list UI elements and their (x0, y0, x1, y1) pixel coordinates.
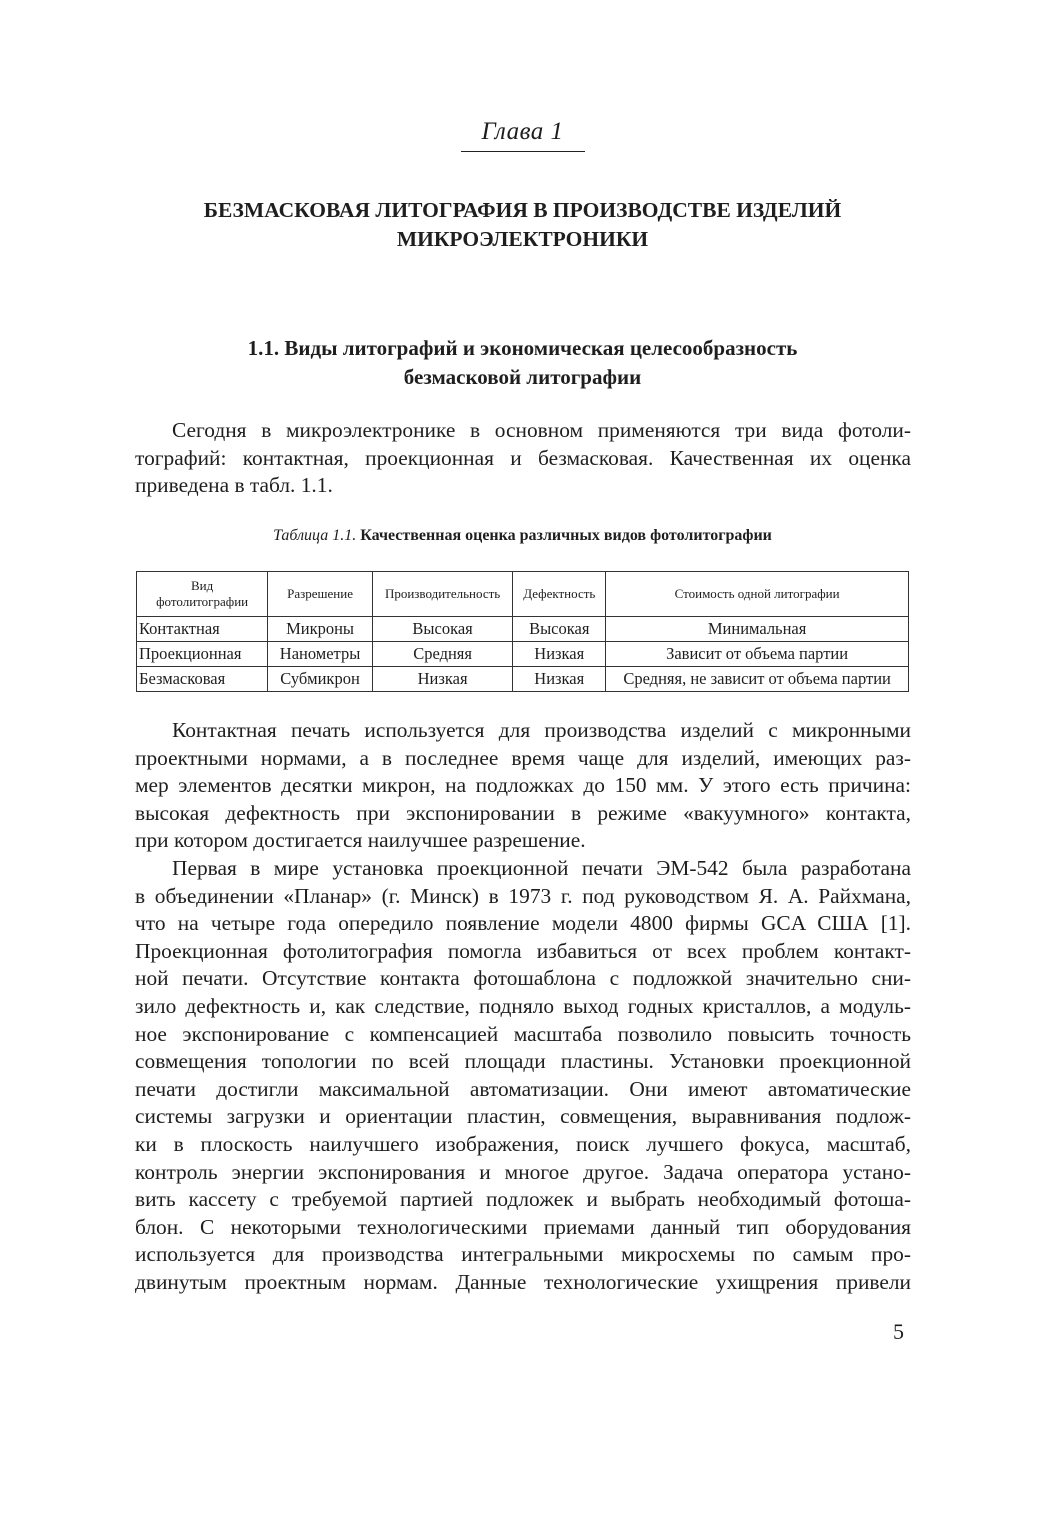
text-line: ное экспонирование с компенсацией масштаба позволило повысить точность (135, 1021, 911, 1046)
table-cell: Безмасковая (137, 667, 268, 692)
table-caption (0, 527, 1045, 545)
text-line: Сегодня в микроэлектронике в основном применяются три вида фотоли- (172, 418, 911, 442)
header-cell-defects: Дефектность (513, 572, 606, 617)
chapter-title-line: МИКРОЭЛЕКТРОНИКИ (396, 227, 649, 251)
table-row (137, 617, 909, 642)
text-line: ной печати. Отсутствие контакта фотошаблона с подложкой значительно сни- (135, 966, 911, 991)
section-title-line: безмасковой литографии (403, 365, 642, 389)
text-line: при котором достигается наилучшее разрешение. (135, 828, 586, 853)
text-line: проектными нормами, а в последнее время чаще для изделий, имеющих раз- (135, 745, 911, 770)
text-line: используется для производства интегральными микросхемы по самым про- (135, 1242, 911, 1267)
text-line: контроль энергии экспонирования и многое другое. Задача оператора устано- (135, 1159, 911, 1184)
table-cell: Нанометры (268, 642, 373, 667)
table-header-row (137, 572, 909, 617)
header-cell-throughput: Производительность (372, 572, 513, 617)
chapter-title-line: БЕЗМАСКОВАЯ ЛИТОГРАФИЯ В ПРОИЗВОДСТВЕ ИЗДЕЛИЙ (203, 198, 842, 222)
table-cell: Средняя, не зависит от объема партии (606, 667, 909, 692)
text-line: блон. С некоторыми технологическими приемами данный тип оборудования (135, 1214, 911, 1239)
section-title-line: 1.1. Виды литографий и экономическая целесообразность (247, 336, 798, 360)
text-line: приведена в табл. 1.1. (135, 473, 333, 498)
paragraph-projection-printing (135, 855, 911, 1297)
table-cell: Зависит от объема партии (606, 642, 909, 667)
table-cell: Низкая (372, 667, 513, 692)
table-cell: Высокая (372, 617, 513, 642)
table-cell: Минимальная (606, 617, 909, 642)
table-caption-label: Таблица 1.1. (273, 527, 357, 544)
text-line: что на четыре года опередило появление модели 4800 фирмы GCA США [1]. (135, 911, 911, 936)
header-cell-cost: Стоимость одной литографии (606, 572, 909, 617)
text-line: в объединении «Планар» (г. Минск) в 1973 г. под руководством Я. А. Райхмана, (135, 883, 911, 908)
chapter-title (120, 196, 925, 254)
table-caption-title: Качественная оценка различных видов фотолитографии (360, 527, 772, 544)
table-cell: Проекционная (137, 642, 268, 667)
table-cell: Низкая (513, 667, 606, 692)
text-line: совмещения топологии по всей площади пластины. Установки проекционной (135, 1049, 911, 1074)
table-cell: Контактная (137, 617, 268, 642)
paragraph-contact-printing (135, 717, 911, 855)
header-cell-type: Вид фотолитографии (137, 572, 268, 617)
text-line: ки в плоскость наилучшего изображения, поиск лучшего фокуса, масштаб, (135, 1131, 911, 1156)
text-line: Контактная печать используется для производства изделий с микронными (172, 718, 911, 742)
table-cell: Средняя (372, 642, 513, 667)
chapter-underline (461, 151, 585, 152)
table-cell: Высокая (513, 617, 606, 642)
text-line: двинутым проектным нормам. Данные технологические ухищрения привели (135, 1269, 911, 1294)
header-cell-resolution: Разрешение (268, 572, 373, 617)
text-line: тографий: контактная, проекционная и безмасковая. Качественная их оценка (135, 445, 911, 470)
page-number: 5 (893, 1319, 904, 1344)
section-title (150, 334, 895, 392)
text-line: высокая дефектность при экспонировании в режиме «вакуумного» контакта, (135, 800, 911, 825)
text-line: зило дефектность и, как следствие, подняло выход годных кристаллов, а модуль- (135, 993, 911, 1018)
text-line: Первая в мире установка проекционной печати ЭМ-542 была разработана (172, 856, 911, 880)
table-row (137, 667, 909, 692)
table-cell: Низкая (513, 642, 606, 667)
chapter-label: Глава 1 (481, 118, 564, 145)
text-line: системы загрузки и ориентации пластин, совмещения, выравнивания подлож- (135, 1104, 911, 1129)
table-cell: Микроны (268, 617, 373, 642)
paragraph-intro (135, 417, 911, 500)
text-line: вить кассету с требуемой партией подложек и выбрать необходимый фотоша- (135, 1187, 911, 1212)
text-line: мер элементов десятки микрон, на подложках до 150 мм. У этого есть причина: (135, 773, 911, 798)
text-line: Проекционная фотолитография помогла избавиться от всех проблем контакт- (135, 938, 911, 963)
comparison-table (136, 571, 909, 692)
table-row (137, 642, 909, 667)
table-cell: Субмикрон (268, 667, 373, 692)
text-line: печати достигли максимальной автоматизации. Они имеют автоматические (135, 1076, 911, 1101)
